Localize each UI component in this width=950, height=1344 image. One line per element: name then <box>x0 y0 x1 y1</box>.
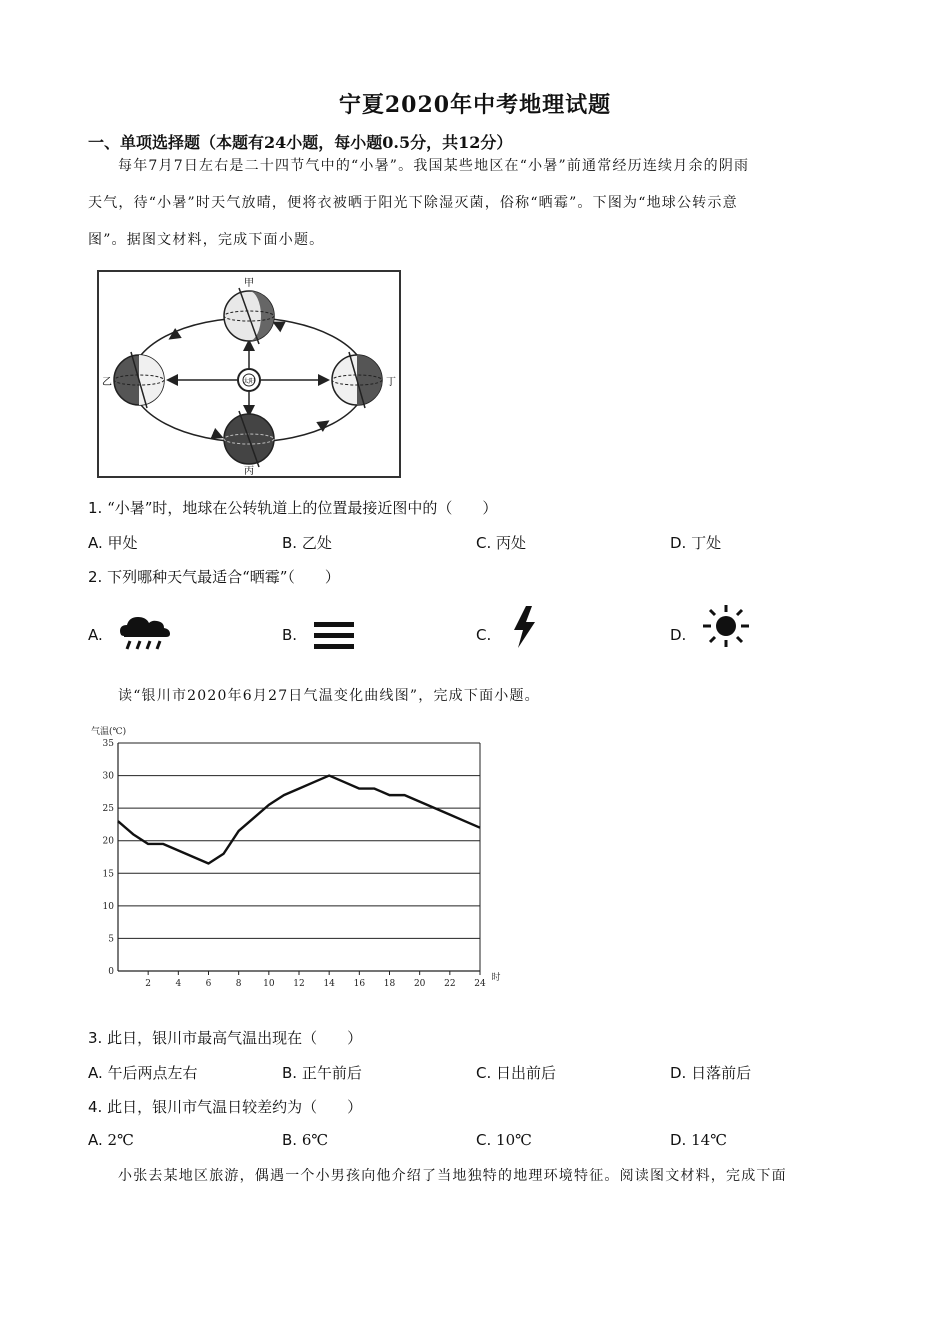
option-letter: C. <box>476 626 492 644</box>
label-jia: 甲 <box>244 278 254 289</box>
label-sun: 太阳 <box>242 378 256 385</box>
x-tick-label: 22 <box>444 979 456 989</box>
fog-icon <box>312 620 356 652</box>
q2 <box>88 566 340 587</box>
option-letter: A. <box>88 534 103 552</box>
q4-option-d[interactable] <box>670 1131 727 1149</box>
x-tick-label: 6 <box>205 979 212 989</box>
option-text: 10℃ <box>496 1131 532 1149</box>
q4-option-c[interactable] <box>476 1131 532 1149</box>
intro3: 小张去某地区旅游，偶遇一个小男孩向他介绍了当地独特的地理环境特征。阅读图文材料，完成下面 <box>118 1168 787 1184</box>
x-tick-label: 8 <box>235 979 242 989</box>
x-tick-label: 12 <box>293 979 305 989</box>
q3-option-a[interactable] <box>88 1062 198 1083</box>
option-text: 14℃ <box>691 1131 727 1149</box>
q3-text: 此日，银川市最高气温出现在（ ） <box>107 1029 363 1047</box>
y-tick-label: 0 <box>108 967 114 977</box>
y-tick-label: 20 <box>102 836 114 847</box>
lightning-icon <box>508 604 540 650</box>
temperature-chart-svg <box>88 720 518 995</box>
orbit-figure <box>97 270 401 478</box>
option-letter: C. <box>476 1131 492 1149</box>
q1-num: 1. <box>88 499 103 517</box>
q3-option-c[interactable] <box>476 1062 556 1083</box>
q1-text: “小暑”时，地球在公转轨道上的位置最接近图中的（ ） <box>107 499 498 517</box>
q4-num: 4. <box>88 1098 103 1116</box>
x-tick-label: 24 <box>474 979 486 989</box>
option-text: 2℃ <box>107 1131 134 1149</box>
q2-option-b[interactable] <box>282 626 297 644</box>
orbit-diagram <box>99 272 399 476</box>
globe-ding <box>332 352 382 408</box>
x-tick-label: 18 <box>383 979 396 989</box>
option-letter: B. <box>282 534 298 552</box>
option-text: 丙处 <box>496 534 527 552</box>
intro1-line2: 天气，待“小暑”时天气放晴，便将衣被晒于阳光下除湿灭菌，俗称“晒霉”。下图为“地球公转示意 <box>88 195 738 211</box>
q2-option-d[interactable] <box>670 626 686 644</box>
x-tick-label: 4 <box>175 979 182 989</box>
q1-option-d[interactable] <box>670 532 721 553</box>
q1-option-a[interactable] <box>88 532 138 553</box>
q1 <box>88 497 497 518</box>
q4-option-a[interactable] <box>88 1131 134 1149</box>
orbit-arrow-ne <box>275 323 281 326</box>
option-text: 正午前后 <box>301 1064 362 1082</box>
option-letter: A. <box>88 1131 103 1149</box>
option-text: 日出前后 <box>496 1064 557 1082</box>
q2-num: 2. <box>88 568 103 586</box>
q1-option-c[interactable] <box>476 532 526 553</box>
x-tick-label: 16 <box>353 979 366 989</box>
intro1-line1: 每年7月7日左右是二十四节气中的“小暑”。我国某些地区在“小暑”前通常经历连续月余的阴雨 <box>118 158 750 174</box>
orbit-arrow-se <box>321 422 327 426</box>
q1-option-b[interactable] <box>282 532 332 553</box>
q3-option-d[interactable] <box>670 1062 751 1083</box>
option-letter: A. <box>88 1064 103 1082</box>
intro2: 读“银川市2020年6月27日气温变化曲线图”，完成下面小题。 <box>118 688 540 704</box>
x-axis-label: 时 <box>491 973 501 983</box>
q2-option-a[interactable] <box>88 626 103 644</box>
option-letter: D. <box>670 1131 687 1149</box>
orbit-arrow-sw <box>214 434 221 437</box>
globe-yi <box>114 352 164 408</box>
option-letter: B. <box>282 626 298 644</box>
x-tick-label: 10 <box>263 979 275 989</box>
q3-option-b[interactable] <box>282 1062 362 1083</box>
option-text: 午后两点左右 <box>107 1064 198 1082</box>
option-letter: C. <box>476 1064 492 1082</box>
option-letter: B. <box>282 1131 298 1149</box>
y-tick-label: 5 <box>108 934 114 945</box>
q4-option-b[interactable] <box>282 1131 328 1149</box>
option-letter: D. <box>670 534 687 552</box>
option-text: 日落前后 <box>691 1064 752 1082</box>
y-axis-label: 气温(℃) <box>91 727 127 737</box>
page-title: 宁夏2020年中考地理试题 <box>338 92 612 118</box>
q4 <box>88 1096 362 1117</box>
section-heading: 一、单项选择题（本题有24小题，每小题0.5分，共12分） <box>88 133 513 152</box>
orbit-arrow-nw <box>171 334 177 338</box>
option-text: 甲处 <box>107 534 138 552</box>
label-bing: 丙 <box>244 466 254 476</box>
label-yi: 乙 <box>102 377 112 388</box>
q2-text: 下列哪种天气最适合“晒霉”（ ） <box>107 568 340 586</box>
x-tick-label: 20 <box>413 979 426 989</box>
q3 <box>88 1027 362 1048</box>
y-tick-label: 30 <box>102 771 114 782</box>
rain-cloud-icon <box>118 610 172 652</box>
y-tick-label: 25 <box>102 804 114 815</box>
option-letter: C. <box>476 534 492 552</box>
option-text: 乙处 <box>301 534 332 552</box>
q3-num: 3. <box>88 1029 103 1047</box>
q2-option-c[interactable] <box>476 626 491 644</box>
y-tick-label: 15 <box>102 869 114 880</box>
option-letter: B. <box>282 1064 298 1082</box>
x-tick-label: 2 <box>145 979 152 989</box>
option-text: 丁处 <box>691 534 722 552</box>
q4-text: 此日，银川市气温日较差约为（ ） <box>107 1098 363 1116</box>
option-letter: D. <box>670 626 687 644</box>
globe-jia <box>224 288 274 344</box>
y-tick-label: 10 <box>102 901 114 912</box>
temperature-series-line <box>118 776 480 864</box>
globe-bing <box>224 411 274 467</box>
option-letter: A. <box>88 626 103 644</box>
x-tick-label: 14 <box>323 979 335 989</box>
label-ding: 丁 <box>386 377 396 388</box>
option-text: 6℃ <box>301 1131 329 1149</box>
option-letter: D. <box>670 1064 687 1082</box>
intro1-line3: 图”。据图文材料，完成下面小题。 <box>88 232 325 248</box>
y-tick-label: 35 <box>102 739 114 749</box>
sun-icon <box>700 604 752 648</box>
temperature-chart <box>88 720 518 995</box>
